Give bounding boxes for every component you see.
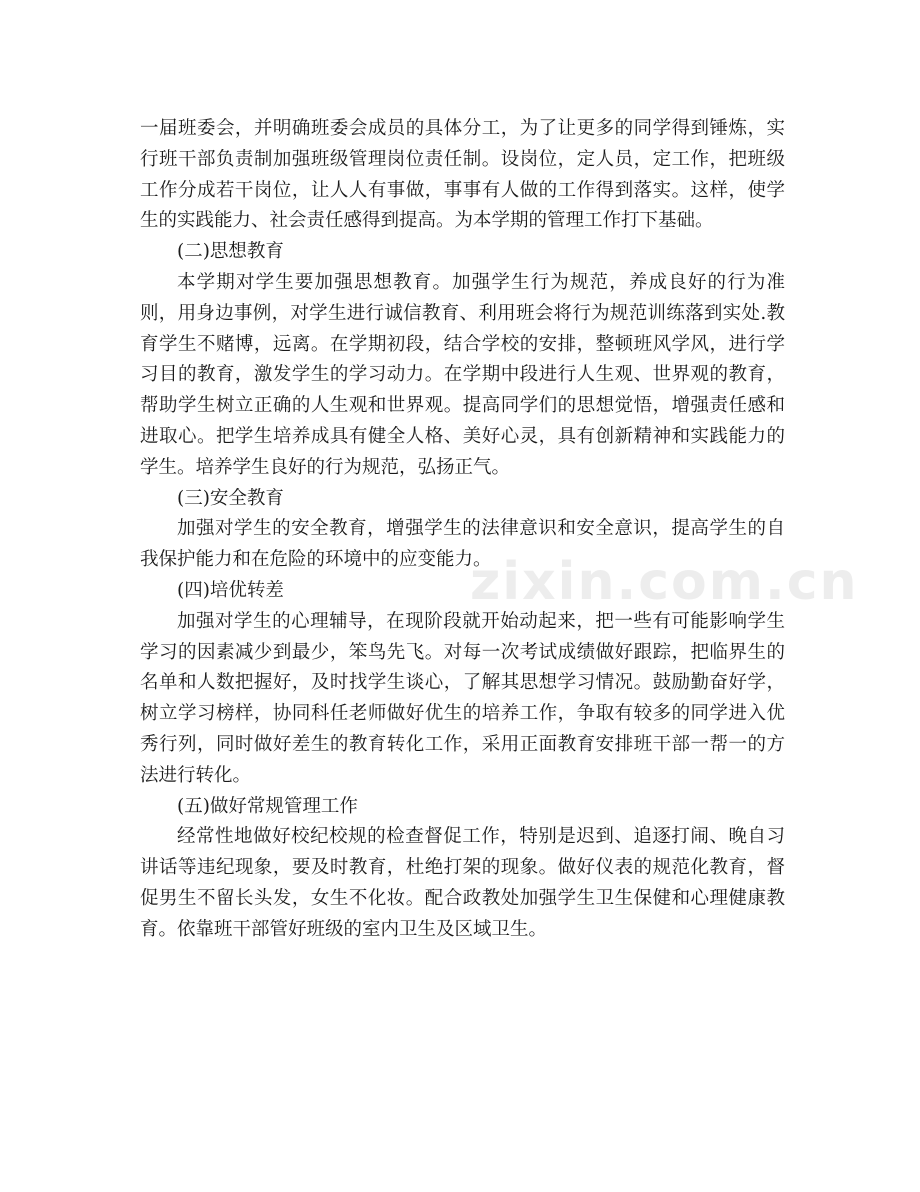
paragraph-intro: 一届班委会，并明确班委会成员的具体分工，为了让更多的同学得到锤炼，实行班干部负责制加强班级管理岗位责任制。设岗位，定人员，定工作，把班级工作分成若干岗位，让人人有事做，事事有人做的工作得到落实。这样，使学生的实践能力、社会责任感得到提高。为本学期的管理工作打下基础。 <box>140 118 785 232</box>
paragraph-safety-education: 加强对学生的安全教育，增强学生的法律意识和安全意识，提高学生的自我保护能力和在危险的环境中的应变能力。 <box>140 518 785 571</box>
paragraph-tutoring: 加强对学生的心理辅导，在现阶段就开始动起来，把一些有可能影响学生学习的因素减少到最少，笨鸟先飞。对每一次考试成绩做好跟踪，把临界生的名单和人数把握好，及时找学生谈心，了解其思想学习情况。鼓励勤奋好学，树立学习榜样，协同科任老师做好优生的培养工作，争取有较多的同学进入优秀行列，同时做好差生的教育转化工作，采用正面教育安排班干部一帮一的方法进行转化。 <box>140 610 785 786</box>
paragraph-routine-management: 经常性地做好校纪校规的检查督促工作，特别是迟到、追逐打闹、晚自习讲话等违纪现象，要及时教育，杜绝打架的现象。做好仪表的规范化教育，督促男生不留长头发，女生不化妆。配合政教处加强学生卫生保健和心理健康教育。依靠班干部管好班级的室内卫生及区域卫生。 <box>140 826 785 940</box>
heading-ideological-education: (二)思想教育 <box>177 241 284 263</box>
document-body <box>140 114 785 946</box>
watermark-text: zixin.com.cn <box>470 552 859 612</box>
heading-routine-management: (五)做好常规管理工作 <box>177 795 358 817</box>
heading-tutoring: (四)培优转差 <box>177 579 284 601</box>
paragraph-ideological-education: 本学期对学生要加强思想教育。加强学生行为规范，养成良好的行为准则，用身边事例，对学生进行诚信教育、利用班会将行为规范训练落到实处.教育学生不赌博，远离。在学期初段，结合学校的安排，整顿班风学风，进行学习目的教育，激发学生的学习动力。在学期中段进行人生观、世界观的教育，帮助学生树立正确的人生观和世界观。提高同学们的思想觉悟，增强责任感和进取心。把学生培养成具有健全人格、美好心灵，具有创新精神和实践能力的学生。培养学生良好的行为规范，弘扬正气。 <box>140 271 785 478</box>
heading-safety-education: (三)安全教育 <box>177 487 284 509</box>
